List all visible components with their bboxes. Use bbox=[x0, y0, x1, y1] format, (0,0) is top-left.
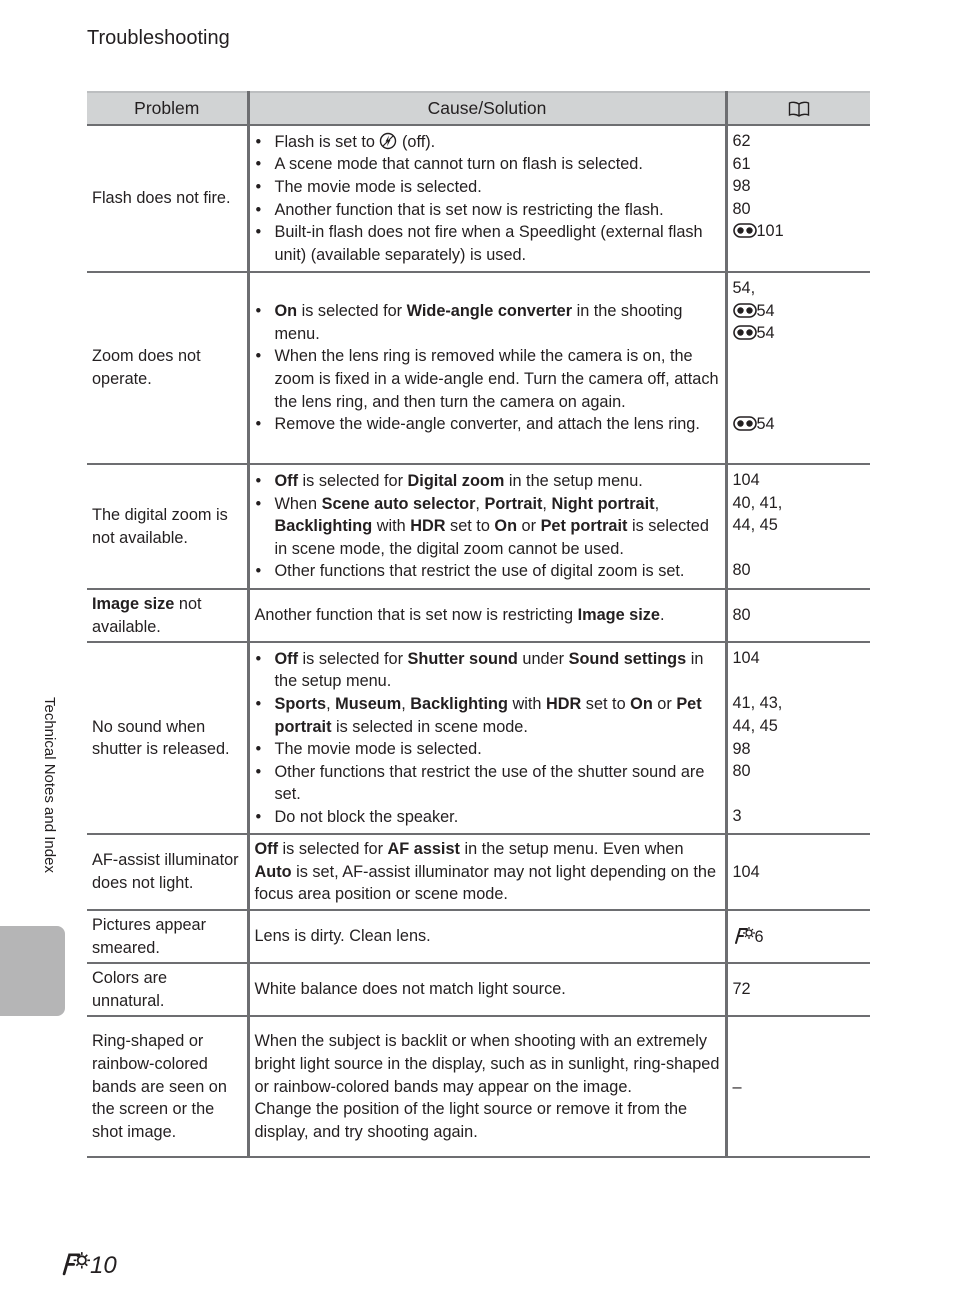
reference-cell bbox=[726, 963, 870, 1016]
page-title: Troubleshooting bbox=[87, 27, 230, 49]
cause-cell: White balance does not match light source. bbox=[248, 963, 726, 1016]
cause-cell bbox=[248, 464, 726, 589]
page-ref: 62 bbox=[732, 132, 751, 150]
table-row bbox=[87, 963, 870, 1016]
table-row bbox=[87, 642, 870, 834]
cause-cell: Off is selected for AF assist in the setup menu. Even when Auto is set, AF-assist illuminator may not light depending on the focus area position or scene mode. bbox=[248, 834, 726, 910]
cause-cell bbox=[248, 272, 726, 464]
problem-cell: The digital zoom is not available. bbox=[87, 464, 248, 589]
cause-cell: Another function that is set now is restricting Image size. bbox=[248, 589, 726, 642]
technical-notes-icon bbox=[733, 925, 755, 945]
page-ref: 101 bbox=[733, 220, 866, 243]
list-item: • When the lens ring is removed while the camera is on, the zoom is fixed in a wide-angle end. Turn the camera off, attach the lens ring, and then turn the camera on again. bbox=[275, 345, 720, 413]
reference-cell bbox=[726, 910, 870, 963]
page-ref: 98 bbox=[732, 177, 751, 196]
page-ref: 104 bbox=[732, 862, 760, 881]
cause-cell bbox=[248, 1016, 726, 1157]
table-row bbox=[87, 589, 870, 642]
page-number: 10 bbox=[60, 1249, 117, 1280]
list-item: • Do not block the speaker. bbox=[275, 806, 720, 829]
problem-cell: Pictures appear smeared. bbox=[87, 910, 248, 963]
table-row bbox=[87, 125, 870, 272]
troubleshooting-table bbox=[87, 91, 870, 1158]
page-ref: 80 bbox=[732, 606, 751, 625]
table-row bbox=[87, 1016, 870, 1157]
page-ref: 44, 45 bbox=[732, 516, 778, 535]
page-ref: 6 bbox=[733, 925, 866, 948]
page-ref: 3 bbox=[732, 807, 742, 826]
list-item: • Remove the wide-angle converter, and attach the lens ring. bbox=[275, 413, 720, 436]
list-item: • A scene mode that cannot turn on flash is selected. bbox=[275, 153, 720, 176]
reference-cell bbox=[726, 642, 870, 834]
flash-off-icon bbox=[379, 132, 397, 150]
cause-cell bbox=[248, 642, 726, 834]
list-item: • Off is selected for Digital zoom in the setup menu. bbox=[275, 470, 720, 493]
problem-cell: Colors are unnatural. bbox=[87, 963, 248, 1016]
list-item: • Off is selected for Shutter sound under Sound settings in the setup menu. bbox=[275, 648, 720, 693]
table-header-row bbox=[87, 92, 870, 125]
reference-section-icon bbox=[733, 303, 757, 318]
page-ref: 104 bbox=[732, 649, 760, 668]
header-cause: Cause/Solution bbox=[248, 92, 726, 125]
reference-cell bbox=[726, 589, 870, 642]
cause-paragraph: Change the position of the light source or remove it from the display, and try shooting again. bbox=[254, 1100, 688, 1141]
page-ref: 72 bbox=[732, 980, 751, 999]
list-item: • Other functions that restrict the use of the shutter sound are set. bbox=[275, 761, 720, 806]
header-problem: Problem bbox=[87, 92, 248, 125]
page-ref: 44, 45 bbox=[732, 716, 778, 735]
problem-cell: AF-assist illuminator does not light. bbox=[87, 834, 248, 910]
list-item: • The movie mode is selected. bbox=[275, 738, 720, 761]
cause-cell: Lens is dirty. Clean lens. bbox=[248, 910, 726, 963]
list-item: • Built-in flash does not fire when a Speedlight (external flash unit) (available separately) is used. bbox=[275, 221, 720, 266]
list-item: • Another function that is set now is restricting the flash. bbox=[275, 199, 720, 222]
problem-cell: Image size not available. bbox=[87, 589, 248, 642]
page-ref: 104 bbox=[732, 471, 760, 489]
technical-notes-icon bbox=[60, 1249, 90, 1277]
page-ref: – bbox=[732, 1077, 742, 1096]
reference-cell bbox=[726, 272, 870, 464]
list-item: • Sports, Museum, Backlighting with HDR set to On or Pet portrait is selected in scene mode. bbox=[275, 693, 720, 738]
page-ref: 80 bbox=[732, 762, 751, 781]
page-ref: 54 bbox=[733, 300, 866, 323]
page-ref: 54 bbox=[733, 322, 866, 345]
cause-cell bbox=[248, 125, 726, 272]
problem-cell: Flash does not fire. bbox=[87, 125, 248, 272]
page-ref: 98 bbox=[732, 739, 751, 758]
side-tab-label: Technical Notes and Index bbox=[41, 697, 58, 873]
problem-cell: Zoom does not operate. bbox=[87, 272, 248, 464]
reference-cell bbox=[726, 125, 870, 272]
list-item: • When Scene auto selector, Portrait, Night portrait, Backlighting with HDR set to On or Pet portrait is selected in scene mode, the digital zoom cannot be used. bbox=[275, 493, 720, 561]
table-row bbox=[87, 910, 870, 963]
reference-section-icon bbox=[733, 223, 757, 238]
list-item: • On is selected for Wide-angle converter in the shooting menu. bbox=[275, 300, 720, 345]
page-ref: 54, bbox=[732, 279, 756, 297]
page-ref: 80 bbox=[732, 199, 751, 218]
problem-cell: Ring-shaped or rainbow-colored bands are seen on the screen or the shot image. bbox=[87, 1016, 248, 1157]
reference-cell bbox=[726, 834, 870, 910]
page-ref: 54 bbox=[733, 413, 866, 436]
reference-section-icon bbox=[733, 416, 757, 431]
table-row bbox=[87, 834, 870, 910]
page-ref: 61 bbox=[732, 154, 751, 173]
book-icon bbox=[788, 101, 810, 117]
reference-cell bbox=[726, 1016, 870, 1157]
page-ref: 40, 41, bbox=[732, 493, 783, 512]
reference-section-icon bbox=[733, 325, 757, 340]
page-ref: 41, 43, bbox=[732, 694, 783, 713]
cause-paragraph: When the subject is backlit or when shooting with an extremely bright light source in the display, such as in sunlight, ring-shaped or rainbow-colored bands may appear on the image. bbox=[254, 1032, 720, 1096]
reference-cell bbox=[726, 464, 870, 589]
list-item: • Other functions that restrict the use of digital zoom is set. bbox=[275, 560, 720, 583]
list-item: • The movie mode is selected. bbox=[275, 176, 720, 199]
list-item: • Flash is set to (off). bbox=[275, 131, 720, 154]
table-row bbox=[87, 464, 870, 589]
header-reference bbox=[726, 92, 870, 125]
side-tab bbox=[0, 926, 65, 1016]
problem-cell: No sound when shutter is released. bbox=[87, 642, 248, 834]
page-ref: 80 bbox=[732, 561, 751, 580]
table-row bbox=[87, 272, 870, 464]
